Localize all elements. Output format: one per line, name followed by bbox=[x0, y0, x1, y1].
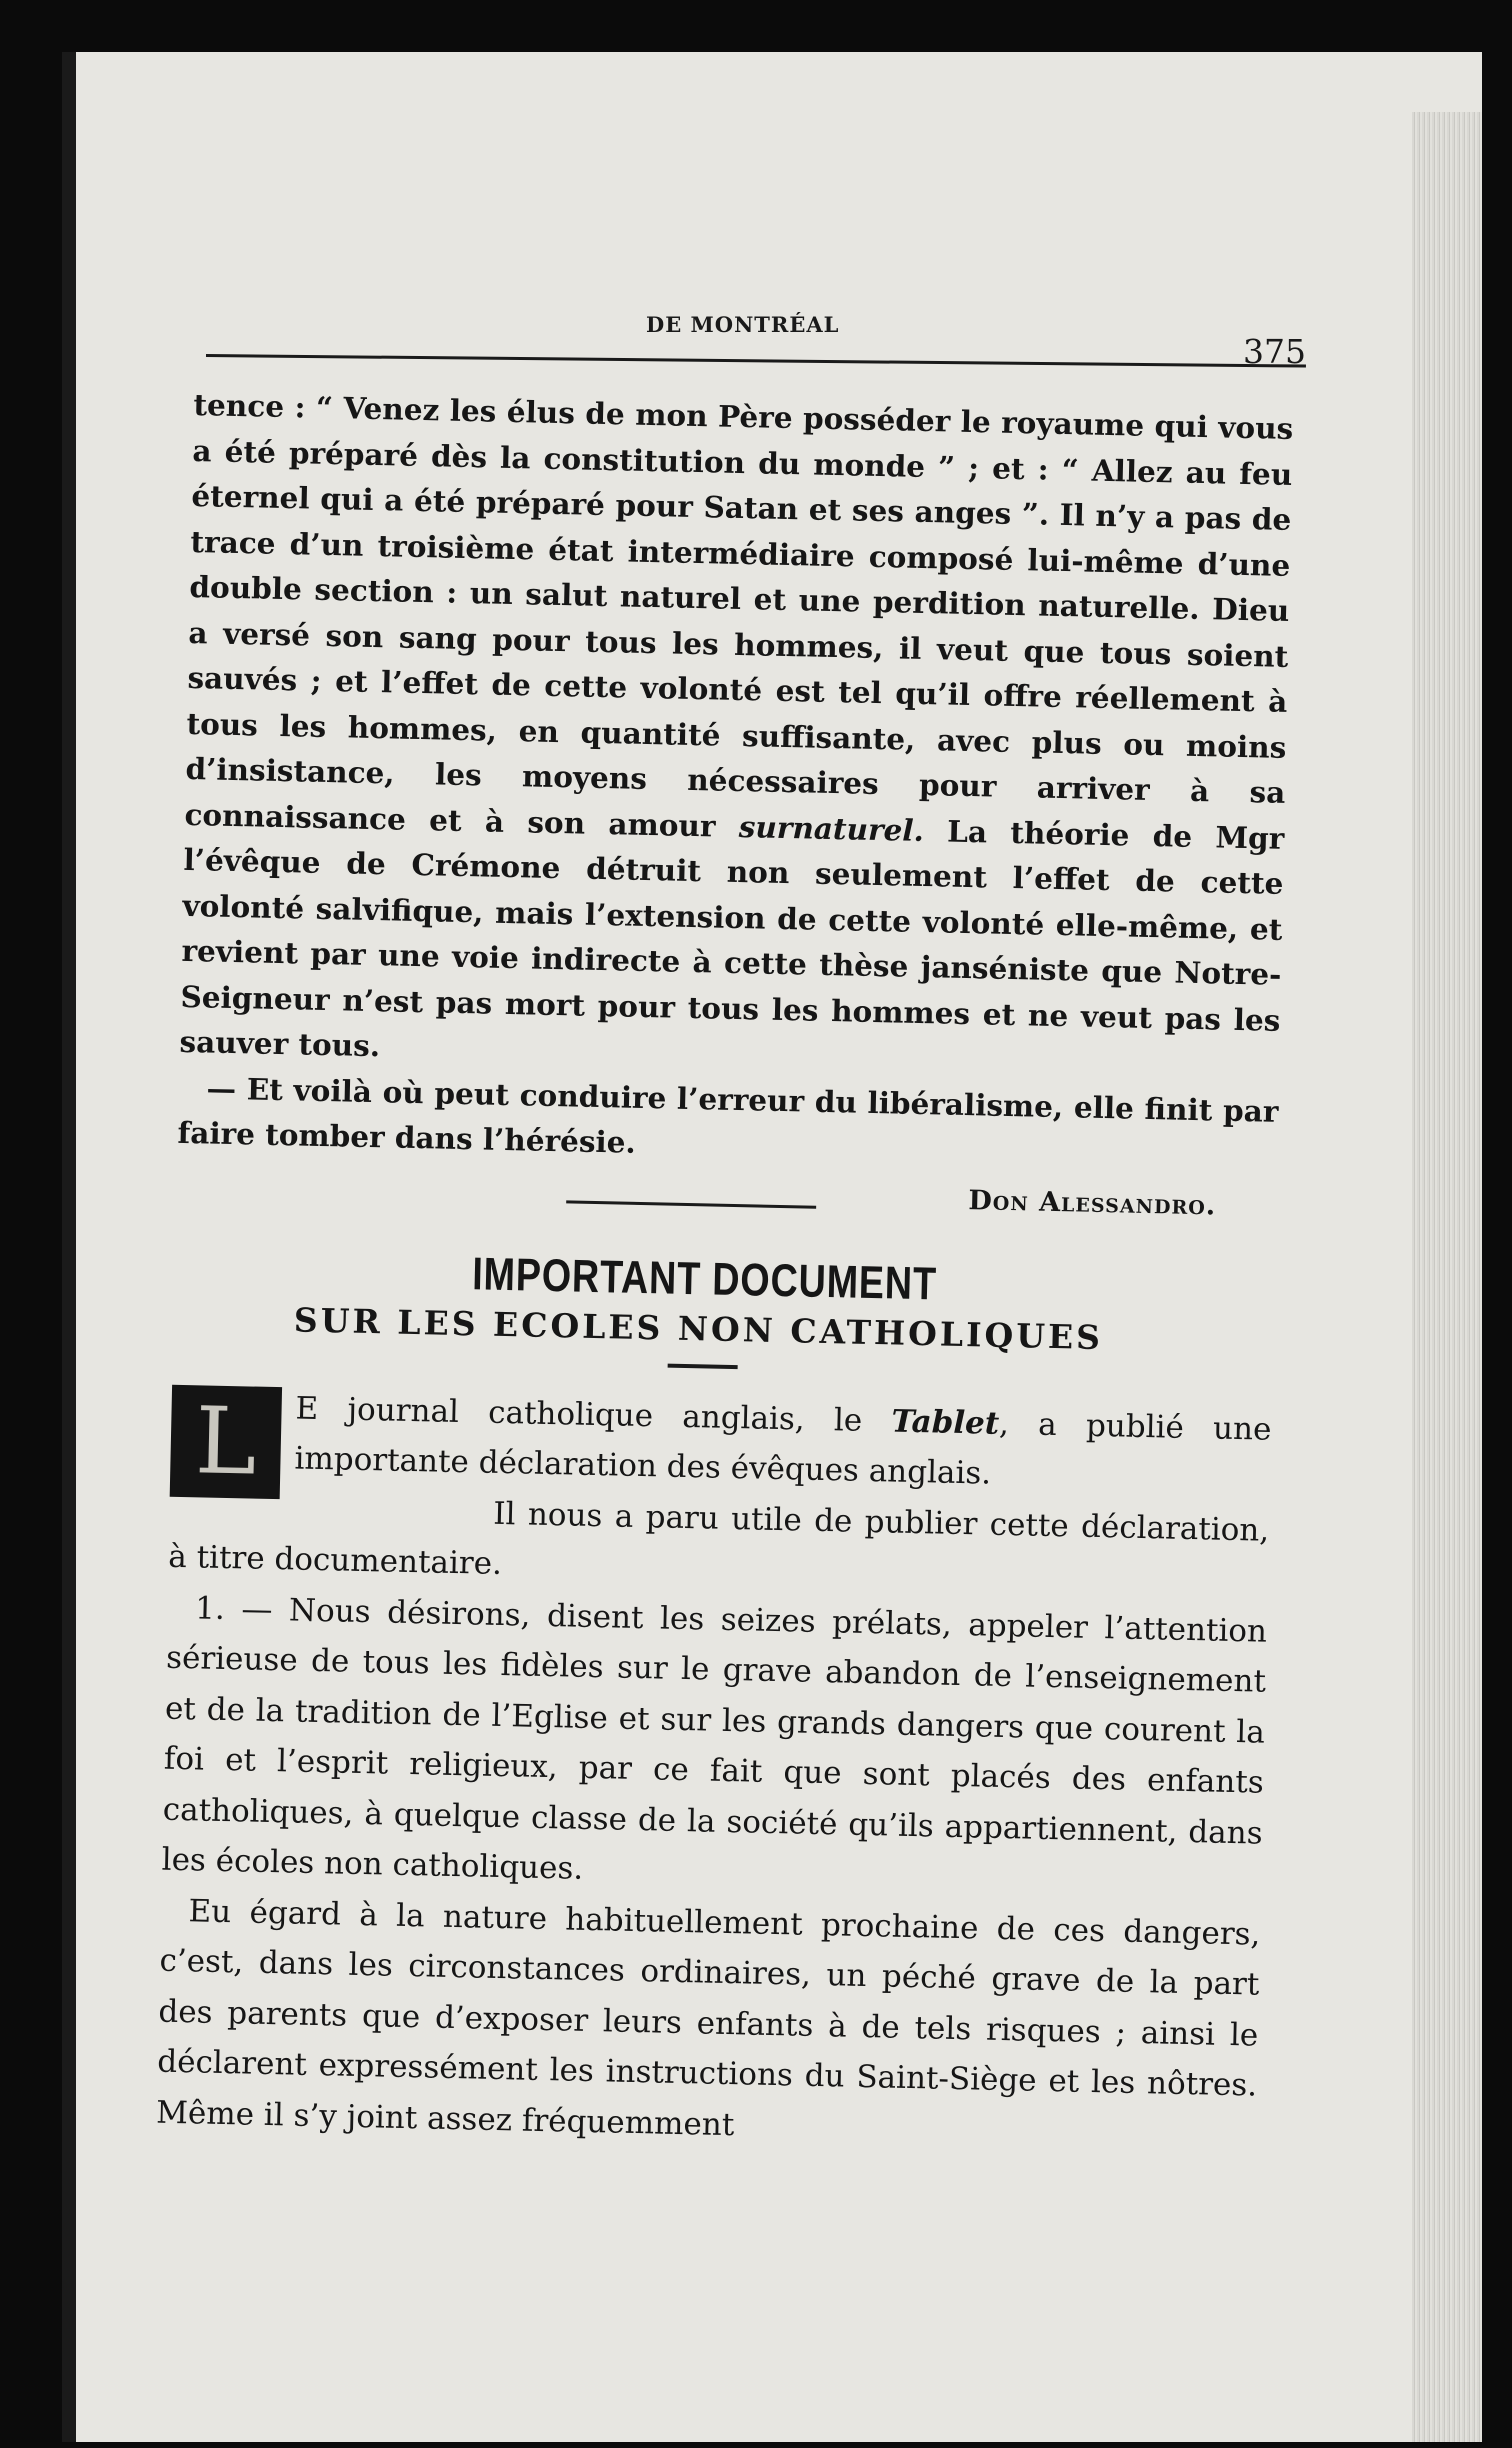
article-title: IMPORTANT DOCUMENT bbox=[471, 1246, 938, 1309]
article-paragraph-4: Eu égard à la nature habituellement prochaine de ces dangers, c’est, dans les circonstances ordinaires, un péché grave de la part des parents que d’exposer leurs enfants à de tels risques ; ainsi le déclarent expressément les instructions du Saint-Siège et les nôtres. Même il s’y joint assez fréquemment bbox=[155, 1892, 1261, 2143]
continuation-paragraph bbox=[179, 382, 1294, 1088]
title-rule bbox=[668, 1363, 738, 1369]
italic-word: Tablet bbox=[891, 1402, 1000, 1442]
signature-text: Don Alessandro. bbox=[968, 1184, 1217, 1221]
page-header bbox=[206, 302, 1306, 371]
page-number: 375 bbox=[1243, 332, 1306, 371]
book-page bbox=[62, 52, 1482, 2442]
text-block bbox=[156, 382, 1294, 2162]
paragraph-text: E journal catholique anglais, le bbox=[295, 1389, 892, 1439]
paragraph-text: La théorie de Mgr l’évêque de Crémone détruit non seulement l’effet de cette volonté salvifique, mais l’extension de cette volonté elle-même, et revient par une voie indirecte à cette thèse janséniste que Notre-Seigneur n’est pas mort pour tous les hommes et ne veut pas les sauver tous. bbox=[179, 812, 1285, 1064]
article-subtitle: SUR LES ECOLES NON CATHOLIQUES bbox=[293, 1299, 1104, 1357]
drop-cap-letter: L bbox=[194, 1386, 258, 1496]
drop-cap-ornament bbox=[170, 1384, 282, 1498]
signature-name bbox=[968, 1185, 1216, 1221]
article-paragraph-3: 1. — Nous désirons, disent les seizes prélats, appeler l’attention sérieuse de tous les fidèles sur le grave abandon de l’enseignement et de la tradition de l’Eglise et sur les grands dangers que courent la foi et l’esprit religieux, par ce fait que sont placés des enfants catholiques, à quelque classe de la société qu’ils appartiennent, dans les écoles non catholiques. bbox=[161, 1589, 1268, 1887]
article-paragraph-2: Il nous a paru utile de publier cette déclaration, à titre documentaire. bbox=[167, 1495, 1270, 1582]
paragraph-text: tence : “ Venez les élus de mon Père posséder le royaume qui vous a été préparé dès la constitution du monde ” ; et : “ Allez au feu éternel qui a été préparé pour Satan et ses anges ”. Il n’y a pas de trace d’un troisième état intermédiaire composé lui-même d’une double section : un salut naturel et une perdition naturelle. Dieu a versé son sang pour tous les hommes, il veut que tous soient sauvés ; et l’effet de cette volonté est tel qu’il offre réellement à tous les hommes, en quantité suffisante, avec plus ou moins d’insistance, les moyens nécessaires pour arriver à sa connaissance et à son amour bbox=[184, 386, 1294, 843]
page-edge bbox=[1412, 112, 1482, 2442]
italic-word: surnaturel. bbox=[738, 808, 925, 848]
conclusion-paragraph: — Et voilà où peut conduire l’erreur du libéralisme, elle finit par faire tomber dans l’hérésie. bbox=[177, 1069, 1279, 1160]
paragraph-text: , a publié une importante déclaration des évêques anglais. bbox=[294, 1405, 1272, 1492]
article-body bbox=[156, 1380, 1272, 2161]
running-title: DE MONTRÉAL bbox=[646, 312, 840, 337]
signature-rule bbox=[566, 1200, 816, 1208]
